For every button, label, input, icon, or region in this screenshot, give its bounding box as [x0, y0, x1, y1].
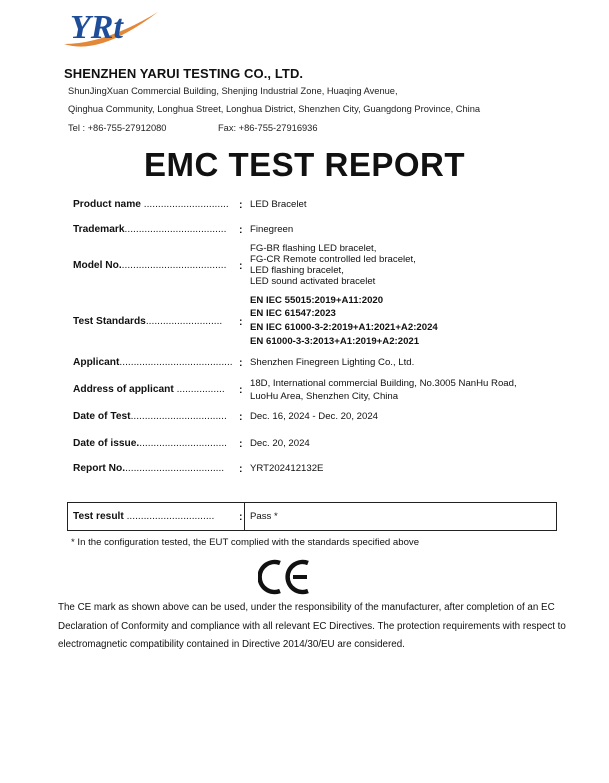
compliance-note: * In the configuration tested, the EUT complied with the standards specified above [71, 537, 420, 548]
field-value-line: FG-BR flashing LED bracelet, [250, 243, 377, 254]
standard-item: EN IEC 55015:2019+A11:2020 [250, 295, 384, 306]
field-label: Address of applicant ................. [73, 384, 225, 395]
field-colon: : [239, 511, 243, 523]
field-value: YRT202412132E [250, 463, 324, 474]
field-value: Dec. 20, 2024 [250, 438, 310, 449]
company-name: SHENZHEN YARUI TESTING CO., LTD. [64, 66, 304, 81]
report-title: EMC TEST REPORT [143, 146, 466, 183]
field-colon: : [239, 384, 243, 396]
field-label: Applicant........................................ [73, 357, 233, 368]
field-colon: : [239, 316, 243, 328]
field-colon: : [239, 260, 243, 272]
field-colon: : [239, 224, 243, 236]
field-value-line: LuoHu Area, Shenzhen City, China [250, 391, 399, 402]
field-label: Trademark.................................... [73, 224, 227, 235]
field-colon: : [239, 199, 243, 211]
field-label: Product name .............................. [73, 199, 229, 210]
field-value-line: 18D, International commercial Building, No.3005 NanHu Road, [250, 378, 517, 389]
ce-mark-icon [258, 557, 314, 597]
company-tel: Tel : +86-755-27912080 [68, 123, 167, 133]
logo-text: YRt [70, 9, 123, 46]
field-label: Model No...................................... [73, 260, 227, 271]
standard-item: EN IEC 61000-3-2:2019+A1:2021+A2:2024 [250, 322, 438, 333]
company-address-line1: ShunJingXuan Commercial Building, Shenjing Industrial Zone, Huaqing Avenue, [68, 86, 398, 96]
field-value-line: LED sound activated bracelet [250, 276, 376, 287]
test-result-value: Pass * [250, 511, 278, 522]
field-value-line: LED flashing bracelet, [250, 265, 344, 276]
field-label: Date of issue................................ [73, 438, 227, 449]
field-label: Report No.................................... [73, 463, 225, 474]
field-colon: : [239, 438, 243, 450]
field-colon: : [239, 411, 243, 423]
test-result-divider [244, 503, 245, 530]
test-result-label: Test result ............................... [73, 511, 215, 522]
ce-explanation-paragraph: The CE mark as shown above can be used, under the responsibility of the manufacturer, after completion of an EC Declaration of Conformity and compliance with all relevant EC Directives. The protection requirements with respect to electromagnetic compatibility contained in Directive 2014/30/EU are considered. [58, 602, 566, 650]
test-result-box [67, 502, 557, 531]
field-value: Shenzhen Finegreen Lighting Co., Ltd. [250, 357, 415, 368]
field-label: Test Standards........................... [73, 316, 223, 327]
standard-item: EN 61000-3-3:2013+A1:2019+A2:2021 [250, 336, 420, 347]
company-logo [60, 4, 164, 54]
company-fax: Fax: +86-755-27916936 [218, 123, 318, 133]
company-address-line2: Qinghua Community, Longhua Street, Longhua District, Shenzhen City, Guangdong Province, China [68, 104, 481, 114]
field-value: LED Bracelet [250, 199, 307, 210]
field-value: Finegreen [250, 224, 294, 235]
field-colon: : [239, 463, 243, 475]
field-value: Dec. 16, 2024 - Dec. 20, 2024 [250, 411, 378, 422]
field-colon: : [239, 357, 243, 369]
field-label: Date of Test.................................. [73, 411, 227, 422]
field-value-line: FG-CR Remote controlled led bracelet, [250, 254, 416, 265]
standard-item: EN IEC 61547:2023 [250, 308, 336, 319]
